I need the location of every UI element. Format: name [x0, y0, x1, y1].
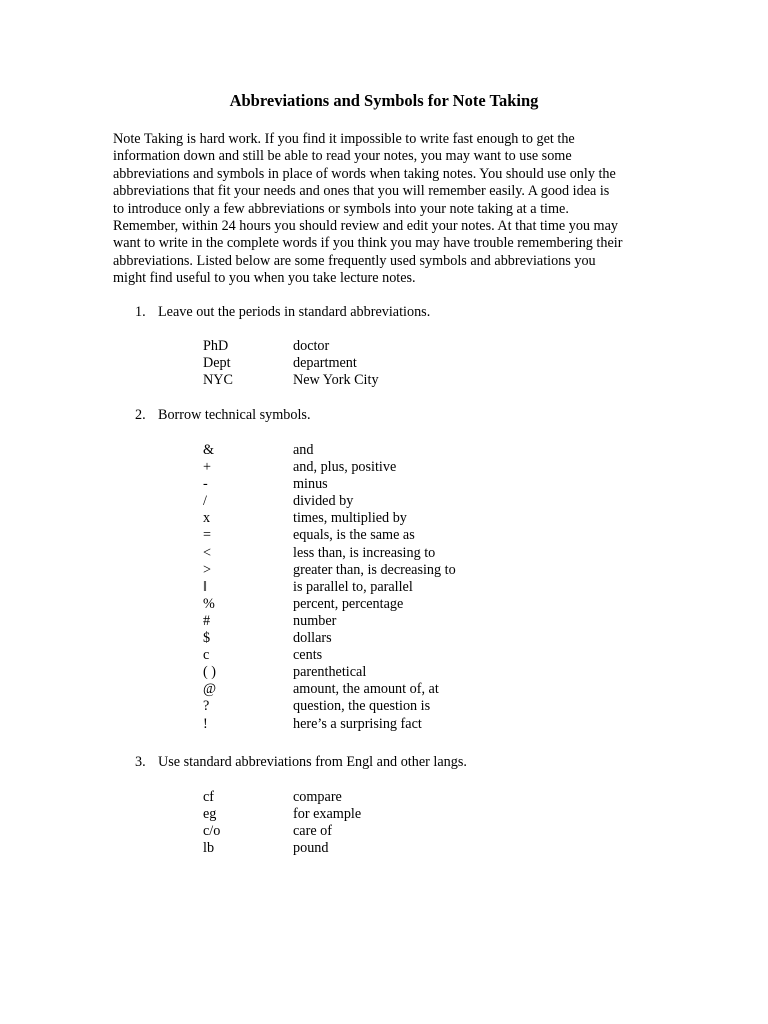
symbol-term: $ [203, 630, 211, 647]
abbreviation-meaning: New York City [293, 372, 379, 389]
intro-line: Remember, within 24 hours you should review and edit your notes. At that time you may [113, 218, 618, 235]
abbreviation-term: eg [203, 806, 217, 823]
intro-line: information down and still be able to read your notes, you may want to use some [113, 148, 572, 165]
list-item [203, 823, 361, 840]
list-item [203, 372, 379, 389]
abbreviation-term: lb [203, 840, 215, 857]
symbol-term: # [203, 612, 211, 629]
symbol-term: & [203, 442, 215, 458]
list-item [203, 545, 456, 562]
symbol-meaning: divided by [293, 493, 354, 510]
list-item [203, 698, 456, 715]
list-item [203, 647, 456, 664]
symbol-list-2 [203, 442, 456, 733]
symbol-term: ( ) [203, 664, 216, 681]
symbol-term: % [203, 595, 215, 612]
list-item [203, 442, 456, 459]
abbreviation-list-3 [203, 789, 361, 857]
symbol-term: - [203, 476, 208, 493]
symbol-meaning: parenthetical [293, 664, 367, 681]
list-item [203, 476, 456, 493]
symbol-term: x [203, 510, 211, 527]
symbol-meaning: times, multiplied by [293, 510, 407, 527]
list-item [203, 596, 456, 613]
section-heading-text: Borrow technical symbols. [158, 407, 311, 423]
symbol-term: / [203, 493, 207, 510]
section-heading-text: Leave out the periods in standard abbreviations. [158, 304, 431, 320]
abbreviation-list-1 [203, 338, 379, 389]
list-item [203, 510, 456, 527]
section-heading-2 [135, 407, 311, 424]
list-item [203, 613, 456, 630]
symbol-meaning: number [293, 612, 337, 629]
symbol-term: @ [203, 681, 217, 698]
list-item [203, 493, 456, 510]
list-item [203, 716, 456, 733]
list-item [203, 806, 361, 823]
symbol-term: c [203, 647, 210, 664]
section-number: 2. [135, 407, 146, 423]
abbreviation-meaning: department [293, 355, 357, 372]
symbol-meaning: and, plus, positive [293, 459, 397, 476]
symbol-meaning: greater than, is decreasing to [293, 561, 456, 578]
symbol-term: > [203, 561, 212, 578]
intro-line: Note Taking is hard work. If you find it impossible to write fast enough to get the [113, 131, 575, 147]
intro-paragraph [113, 131, 673, 288]
list-item [203, 527, 456, 544]
intro-line: abbreviations and symbols in place of words when taking notes. You should use only the [113, 165, 616, 182]
symbol-term: ! [203, 715, 208, 732]
symbol-meaning: percent, percentage [293, 595, 404, 612]
abbreviation-term: Dept [203, 355, 231, 372]
list-item [203, 562, 456, 579]
abbreviation-meaning: pound [293, 840, 329, 857]
abbreviation-meaning: doctor [293, 338, 330, 354]
list-item [203, 579, 456, 596]
list-item [203, 630, 456, 647]
list-item [203, 355, 379, 372]
symbol-meaning: question, the question is [293, 698, 431, 715]
abbreviation-meaning: care of [293, 823, 332, 840]
list-item [203, 681, 456, 698]
list-item [203, 664, 456, 681]
abbreviation-term: PhD [203, 338, 229, 354]
symbol-meaning: is parallel to, parallel [293, 578, 413, 595]
page-title: Abbreviations and Symbols for Note Taking [229, 91, 539, 110]
symbol-term: ‖ [203, 578, 207, 595]
list-item [203, 789, 361, 806]
symbol-meaning: dollars [293, 630, 332, 647]
section-number: 3. [135, 754, 146, 770]
list-item [203, 459, 456, 476]
symbol-meaning: here’s a surprising fact [293, 715, 422, 732]
symbol-meaning: less than, is increasing to [293, 544, 436, 561]
abbreviation-meaning: for example [293, 806, 362, 823]
list-item [203, 840, 361, 857]
list-item [203, 338, 379, 355]
intro-line: might find useful to you when you take lecture notes. [113, 270, 416, 287]
section-heading-1 [135, 304, 430, 321]
section-number: 1. [135, 304, 146, 320]
symbol-term: = [203, 527, 212, 544]
intro-line: to introduce only a few abbreviations or symbols into your note taking at a time. [113, 200, 569, 217]
section-heading-text: Use standard abbreviations from Engl and other langs. [158, 754, 467, 770]
intro-line: abbreviations that fit your needs and ones that you will remember easily. A good idea is [113, 183, 610, 200]
abbreviation-term: c/o [203, 823, 221, 840]
intro-line: abbreviations. Listed below are some frequently used symbols and abbreviations you [113, 252, 596, 269]
symbol-meaning: amount, the amount of, at [293, 681, 439, 698]
symbol-meaning: minus [293, 476, 328, 493]
section-heading-3 [135, 754, 467, 771]
intro-line: want to write in the complete words if you think you may have trouble remembering their [113, 235, 623, 252]
symbol-meaning: cents [293, 647, 323, 664]
symbol-term: ? [203, 698, 210, 715]
symbol-meaning: and [293, 442, 314, 458]
symbol-term: + [203, 459, 212, 476]
symbol-term: < [203, 544, 212, 561]
abbreviation-term: cf [203, 789, 215, 805]
abbreviation-term: NYC [203, 372, 233, 389]
symbol-meaning: equals, is the same as [293, 527, 415, 544]
abbreviation-meaning: compare [293, 789, 342, 805]
